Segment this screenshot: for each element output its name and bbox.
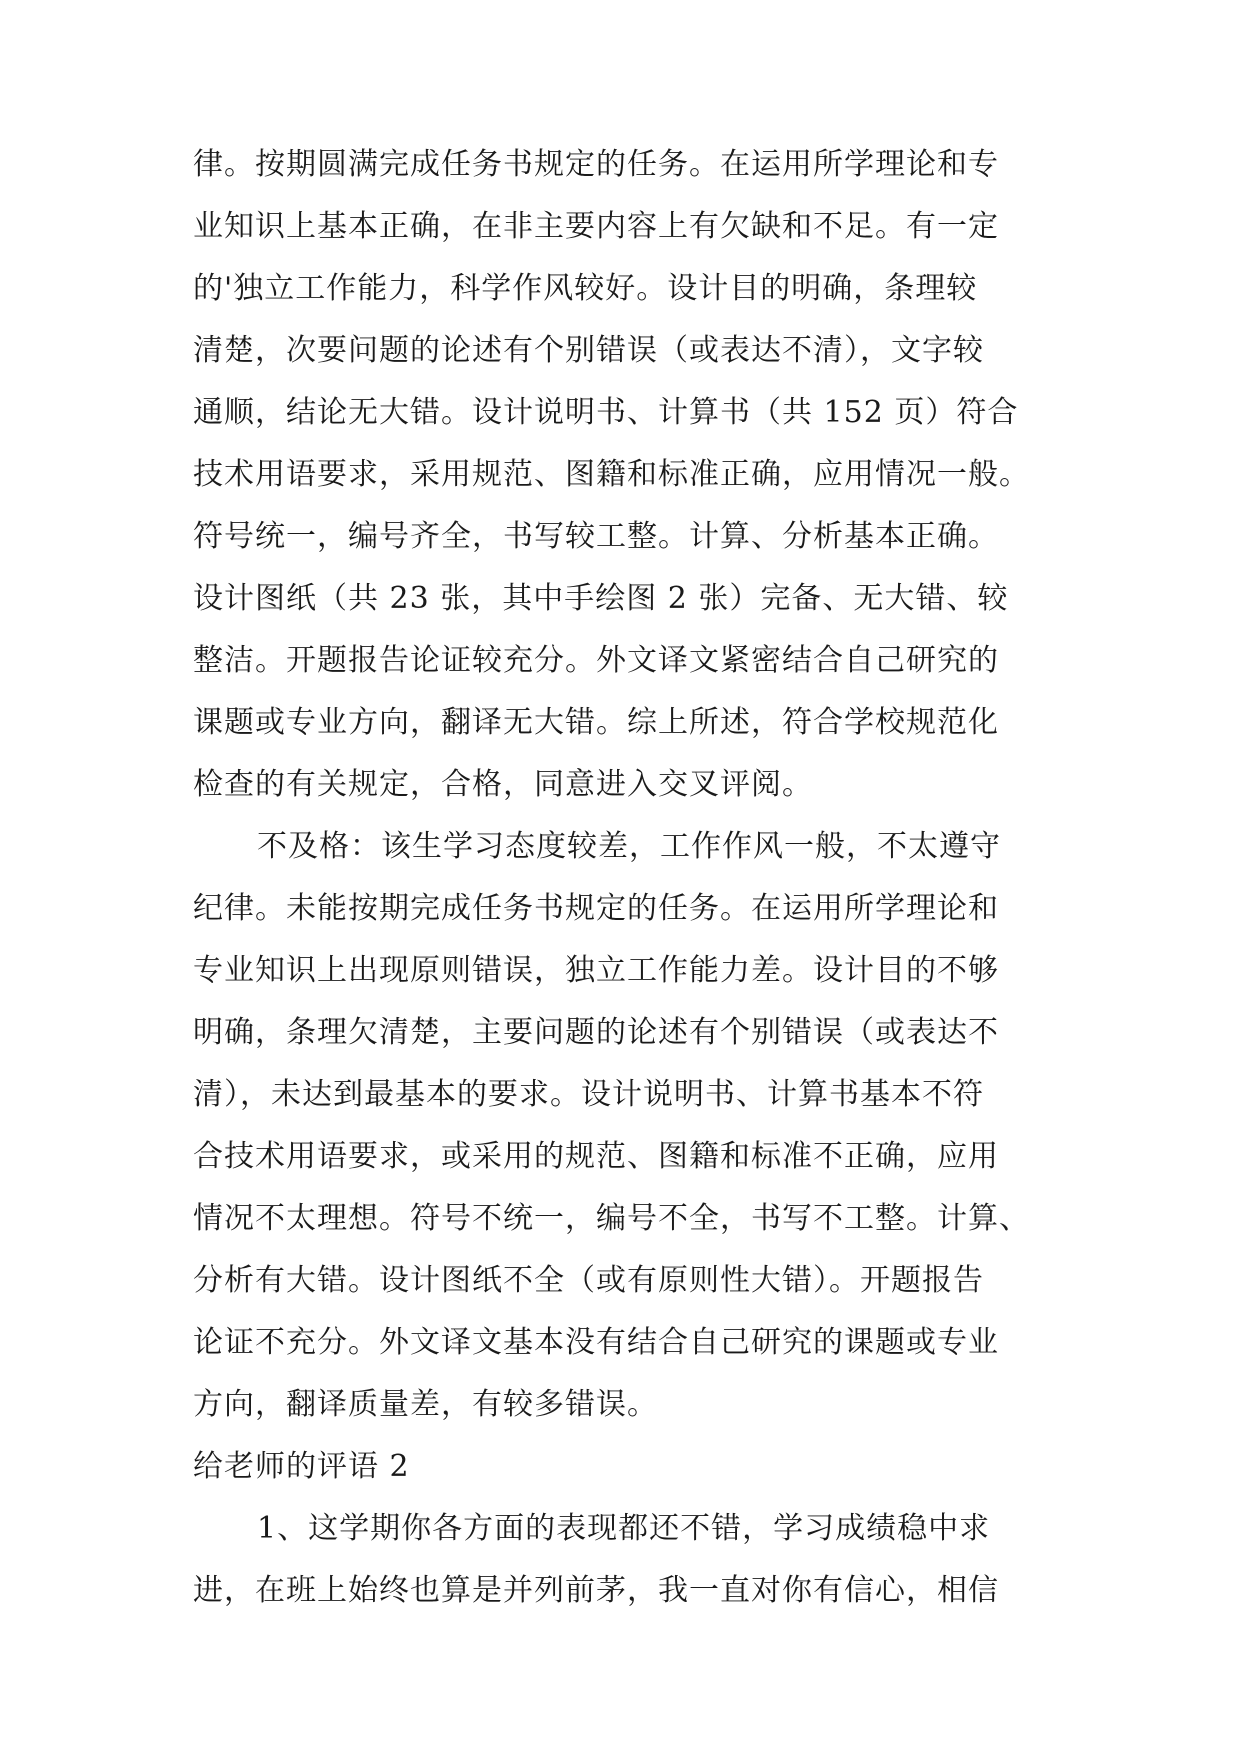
section-heading: 给老师的评语 2	[193, 1449, 410, 1484]
text-line: 论证不充分。外文译文基本没有结合自己研究的课题或专业	[193, 1325, 999, 1360]
text-line: 符号统一，编号齐全，书写较工整。计算、分析基本正确。	[193, 519, 999, 554]
text-line: 合技术用语要求，或采用的规范、图籍和标准不正确，应用	[193, 1139, 999, 1174]
text-line: 方向，翻译质量差，有较多错误。	[193, 1387, 658, 1422]
text-line: 业知识上基本正确，在非主要内容上有欠缺和不足。有一定	[193, 209, 999, 244]
text-line: 纪律。未能按期完成任务书规定的任务。在运用所学理论和	[193, 891, 999, 926]
text-line: 清），未达到最基本的要求。设计说明书、计算书基本不符	[193, 1077, 984, 1112]
text-line: 律。按期圆满完成任务书规定的任务。在运用所学理论和专	[193, 147, 999, 182]
text-line: 专业知识上出现原则错误，独立工作能力差。设计目的不够	[193, 953, 999, 988]
text-line: 清楚，次要问题的论述有个别错误（或表达不清），文字较	[193, 333, 984, 368]
text-line: 通顺，结论无大错。设计说明书、计算书（共 152 页）符合	[193, 395, 1019, 430]
text-line: 技术用语要求，采用规范、图籍和标准正确，应用情况一般。	[193, 457, 1030, 492]
text-line: 整洁。开题报告论证较充分。外文译文紧密结合自己研究的	[193, 643, 999, 678]
text-line: 进，在班上始终也算是并列前茅，我一直对你有信心，相信	[193, 1573, 999, 1608]
text-line: 设计图纸（共 23 张，其中手绘图 2 张）完备、无大错、较	[193, 581, 1009, 616]
text-line: 课题或专业方向，翻译无大错。综上所述，符合学校规范化	[193, 705, 999, 740]
text-line: 情况不太理想。符号不统一，编号不全，书写不工整。计算、	[193, 1201, 1030, 1236]
text-line: 分析有大错。设计图纸不全（或有原则性大错）。开题报告	[193, 1263, 984, 1298]
text-line: 检查的有关规定，合格，同意进入交叉评阅。	[193, 767, 813, 802]
paragraph-start-line: 1、这学期你各方面的表现都还不错，学习成绩稳中求	[257, 1511, 991, 1546]
text-line: 的'独立工作能力，科学作风较好。设计目的明确，条理较	[193, 271, 978, 306]
document-body	[193, 134, 1055, 1622]
paragraph-start-line: 不及格：该生学习态度较差，工作作风一般，不太遵守	[257, 829, 1001, 864]
text-line: 明确，条理欠清楚，主要问题的论述有个别错误（或表达不	[193, 1015, 999, 1050]
